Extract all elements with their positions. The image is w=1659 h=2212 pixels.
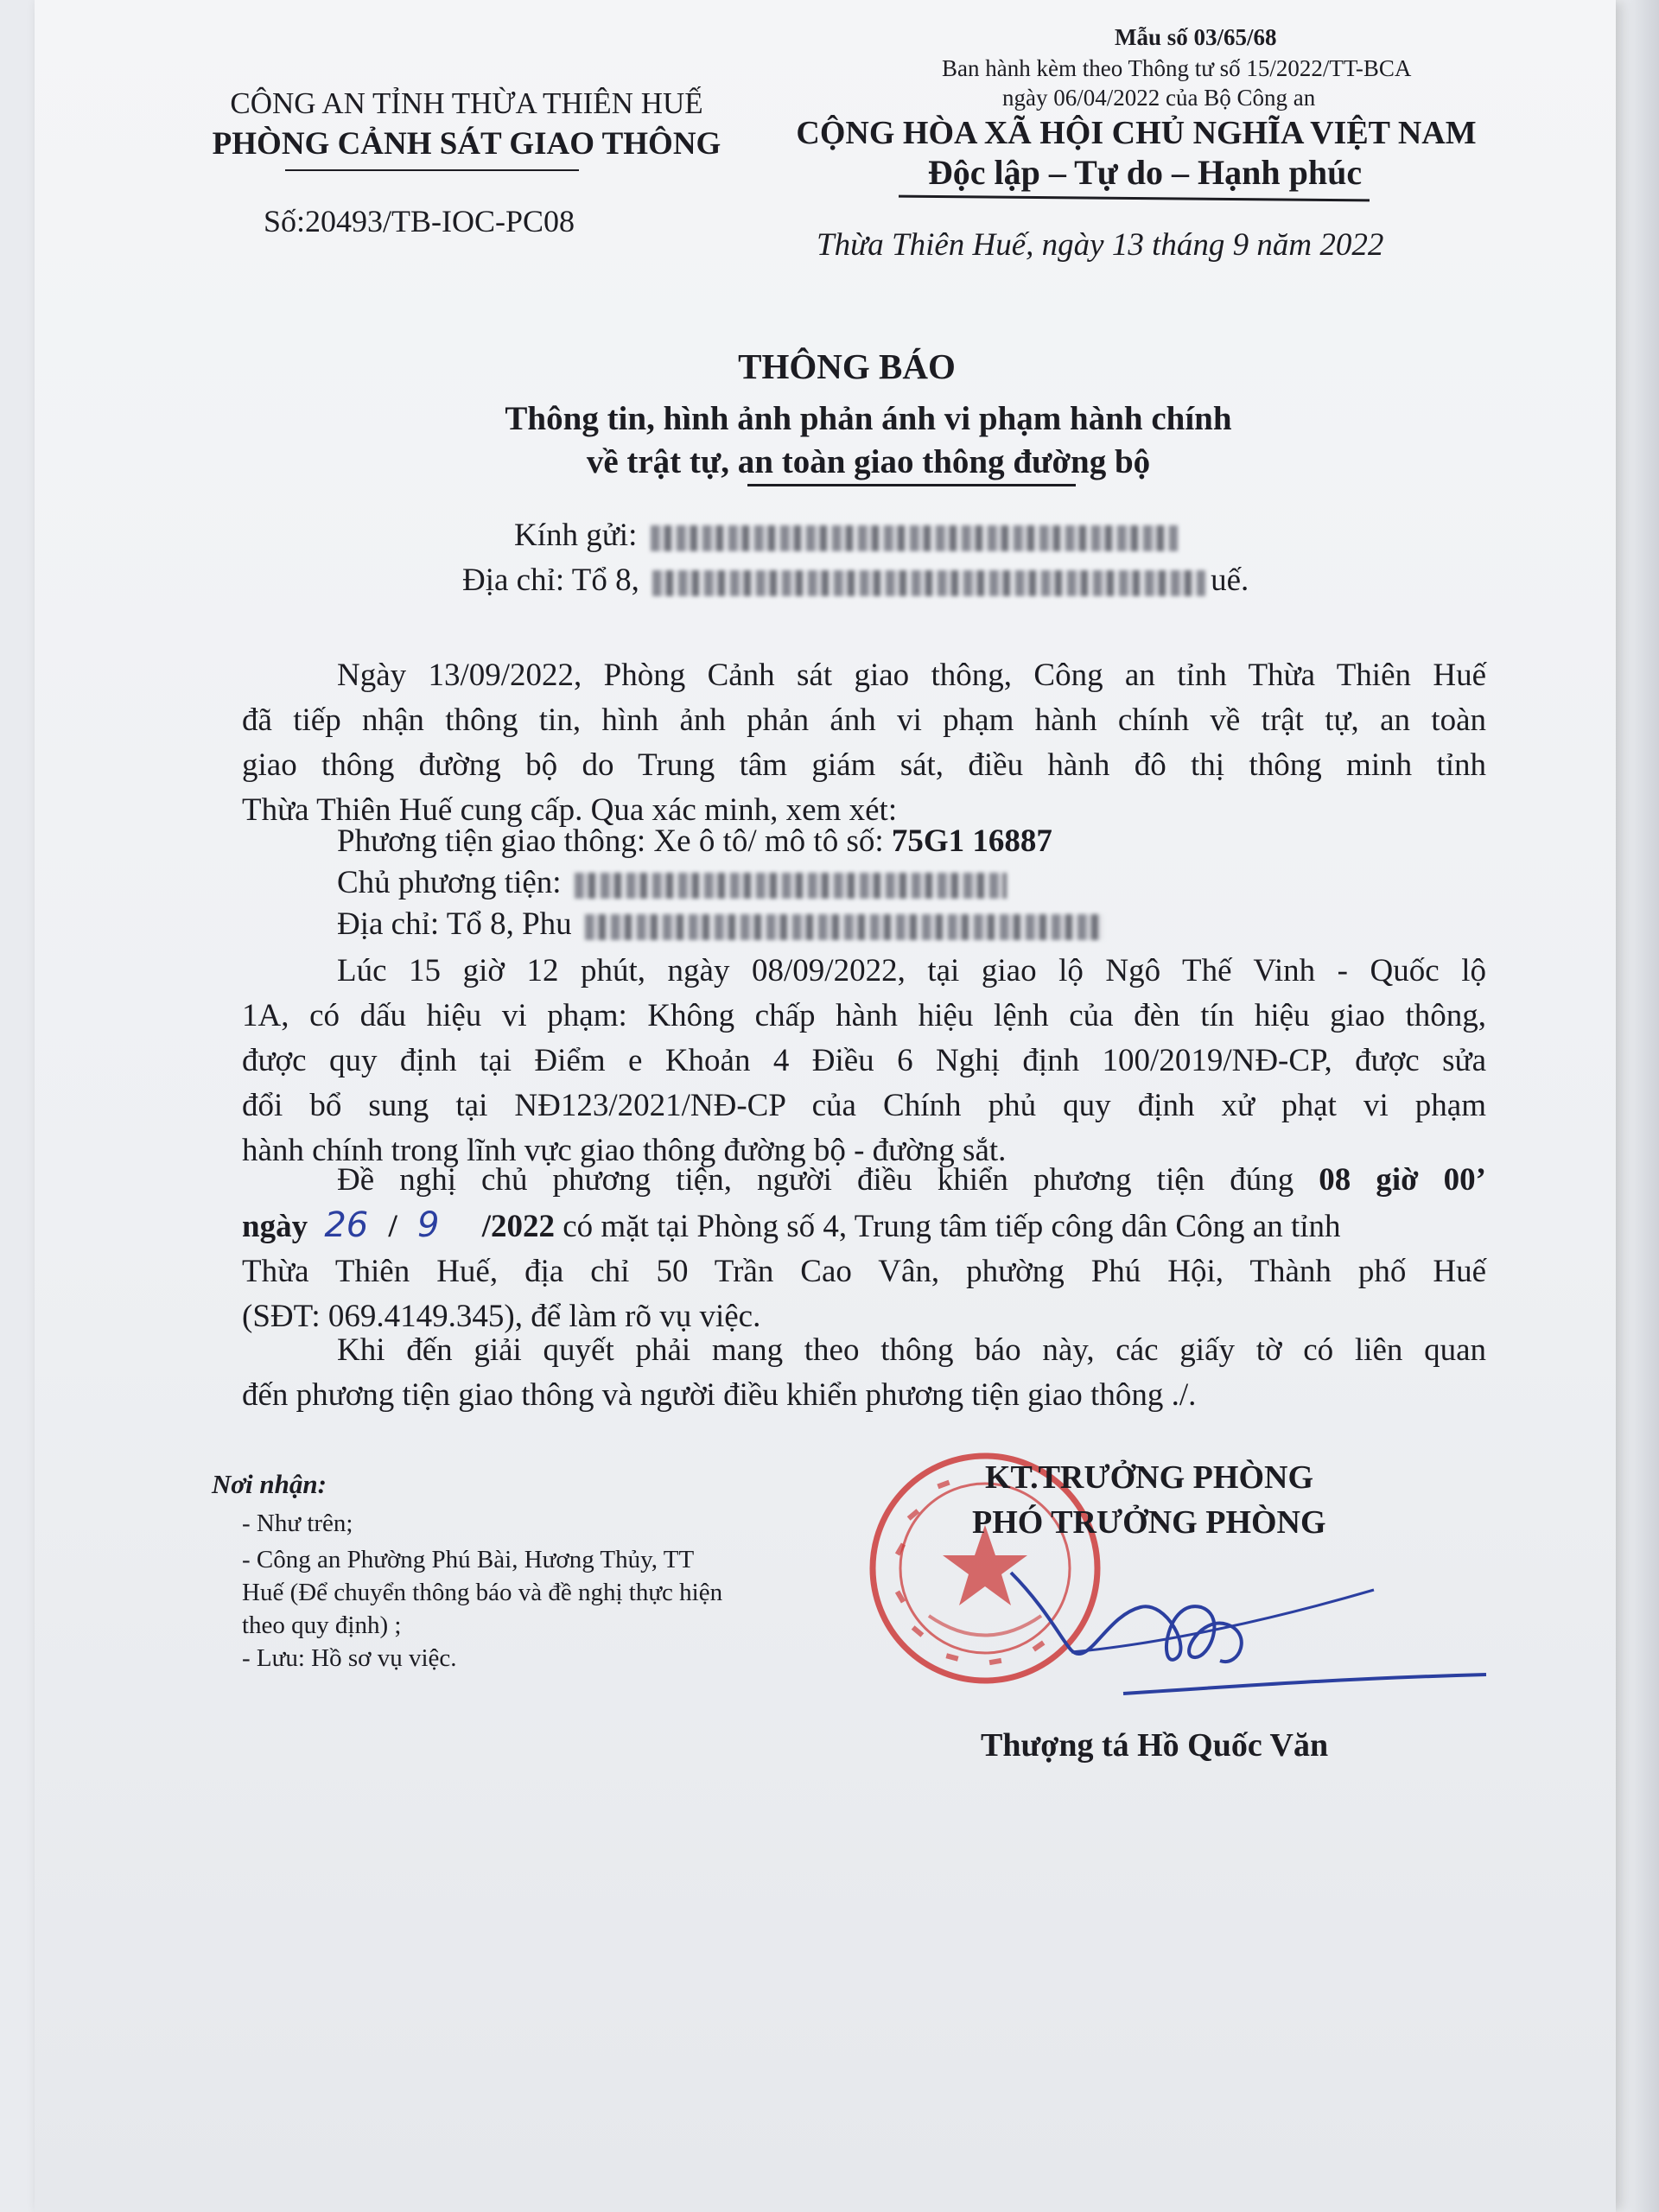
vehicle-label: Phương tiện giao thông: Xe ô tô/ mô tô số: — [337, 823, 884, 859]
recipient-item: - Như trên; — [242, 1510, 353, 1537]
recipient-address-label: Địa chỉ: Tổ 8, — [462, 563, 639, 598]
signature-title-1: KT.TRƯỞNG PHÒNG — [985, 1459, 1313, 1496]
recipient-address-line — [462, 562, 1249, 599]
owner-address-line — [337, 906, 1109, 943]
paragraph-line — [242, 1203, 1486, 1249]
paragraph-line: 1A, có dấu hiệu vi phạm: Không chấp hành hiệu lệnh của đèn tín hiệu giao thông, — [242, 998, 1486, 1033]
document-page — [35, 0, 1616, 2212]
recipient-line — [514, 517, 1183, 554]
issued-line-2: ngày 06/04/2022 của Bộ Công an — [1002, 85, 1316, 111]
recipient-address-tail: uế. — [1211, 563, 1249, 598]
paragraph-2 — [242, 949, 1486, 1173]
redacted-recipient-address — [652, 570, 1205, 596]
signature-title-2: PHÓ TRƯỞNG PHÒNG — [972, 1504, 1326, 1541]
country-name: CỘNG HÒA XÃ HỘI CHỦ NGHĨA VIỆT NAM — [796, 115, 1477, 151]
notice-subtitle-1: Thông tin, hình ảnh phản ánh vi phạm hành chính — [505, 400, 1232, 437]
recipients-list — [242, 1507, 722, 1675]
owner-address-label: Địa chỉ: Tổ 8, Phu — [337, 906, 572, 942]
issued-line-1: Ban hành kèm theo Thông tư số 15/2022/TT-BCA — [942, 55, 1412, 81]
date-slash: / — [388, 1209, 397, 1244]
paragraph-line: Lúc 15 giờ 12 phút, ngày 08/09/2022, tại giao lộ Ngô Thế Vinh - Quốc lộ — [337, 953, 1486, 988]
redacted-recipient-name — [651, 525, 1178, 551]
handwritten-month: 9 — [417, 1205, 440, 1245]
redacted-owner-address — [585, 914, 1103, 940]
paragraph-1 — [242, 653, 1486, 833]
appointment-location: có mặt tại Phòng số 4, Trung tâm tiếp công dân Công an tỉnh — [563, 1209, 1341, 1244]
notice-title: THÔNG BÁO — [738, 346, 956, 386]
recipient-item: - Công an Phường Phú Bài, Hương Thủy, TT — [242, 1546, 695, 1573]
recipient-item: theo quy định) ; — [242, 1611, 402, 1639]
paragraph-3 — [242, 1158, 1486, 1339]
department-name: PHÒNG CẢNH SÁT GIAO THÔNG — [212, 126, 721, 162]
paragraph-line: Thừa Thiên Huế, địa chỉ 50 Trần Cao Vân, phường Phú Hội, Thành phố Huế — [242, 1254, 1486, 1289]
paragraph-line: Ngày 13/09/2022, Phòng Cảnh sát giao thông, Công an tỉnh Thừa Thiên Huế — [337, 658, 1486, 693]
motto-underline — [899, 195, 1370, 202]
appointment-day-label: ngày — [242, 1209, 308, 1244]
paragraph-line: Thừa Thiên Huế cung cấp. Qua xác minh, xem xét: — [242, 792, 898, 828]
paragraph-line: đổi bổ sung tại NĐ123/2021/NĐ-CP của Chính phủ quy định xử phạt vi phạm — [242, 1088, 1486, 1123]
paragraph-line: giao thông đường bộ do Trung tâm giám sát, điều hành đô thị thông minh tỉnh — [242, 747, 1486, 783]
handwritten-day: 26 — [324, 1205, 369, 1245]
signer-name: Thượng tá Hồ Quốc Văn — [981, 1727, 1329, 1764]
appointment-text: Đề nghị chủ phương tiện, người điều khiển phương tiện đúng — [337, 1162, 1294, 1198]
national-motto: Độc lập – Tự do – Hạnh phúc — [927, 153, 1363, 192]
header-left-underline — [285, 169, 579, 171]
form-number: Mẫu số 03/65/68 — [1115, 24, 1277, 50]
paragraph-line: đến phương tiện giao thông và người điều khiển phương tiện giao thông ./. — [242, 1377, 1197, 1413]
recipients-label: Nơi nhận: — [212, 1469, 327, 1499]
redacted-owner-name — [575, 873, 1007, 899]
recipient-item: Huế (Để chuyển thông báo và đề nghị thực hiện — [242, 1579, 723, 1606]
paragraph-line — [242, 1158, 1486, 1203]
paragraph-line: được quy định tại Điểm e Khoản 4 Điều 6 Nghị định 100/2019/NĐ-CP, được sửa — [242, 1043, 1486, 1078]
paragraph-line: Khi đến giải quyết phải mang theo thông báo này, các giấy tờ có liên quan — [337, 1332, 1486, 1368]
paragraph-4 — [242, 1328, 1486, 1418]
paragraph-line: hành chính trong lĩnh vực giao thông đường bộ - đường sắt. — [242, 1133, 1007, 1168]
appointment-time: 08 giờ 00’ — [1319, 1162, 1486, 1198]
paragraph-line: đã tiếp nhận thông tin, hình ảnh phản ánh vi phạm hành chính về trật tự, an toàn — [242, 702, 1486, 738]
handwritten-signature — [994, 1547, 1495, 1711]
ministry-name: CÔNG AN TỈNH THỪA THIÊN HUẾ — [230, 86, 703, 120]
appointment-year: /2022 — [481, 1209, 555, 1244]
vehicle-plate: 75G1 16887 — [891, 823, 1052, 859]
document-number: Số:20493/TB-IOC-PC08 — [264, 204, 575, 238]
owner-line — [337, 864, 1012, 901]
recipient-label: Kính gửi: — [514, 518, 638, 553]
title-underline — [747, 484, 1076, 486]
notice-subtitle-2: về trật tự, an toàn giao thông đường bộ — [586, 443, 1151, 480]
paragraph-line: (SĐT: 069.4149.345), để làm rõ vụ việc. — [242, 1299, 761, 1334]
place-and-date: Thừa Thiên Huế, ngày 13 tháng 9 năm 2022 — [817, 227, 1384, 263]
vehicle-line — [337, 823, 1052, 860]
recipient-item: - Lưu: Hồ sơ vụ việc. — [242, 1644, 457, 1672]
owner-label: Chủ phương tiện: — [337, 865, 562, 900]
